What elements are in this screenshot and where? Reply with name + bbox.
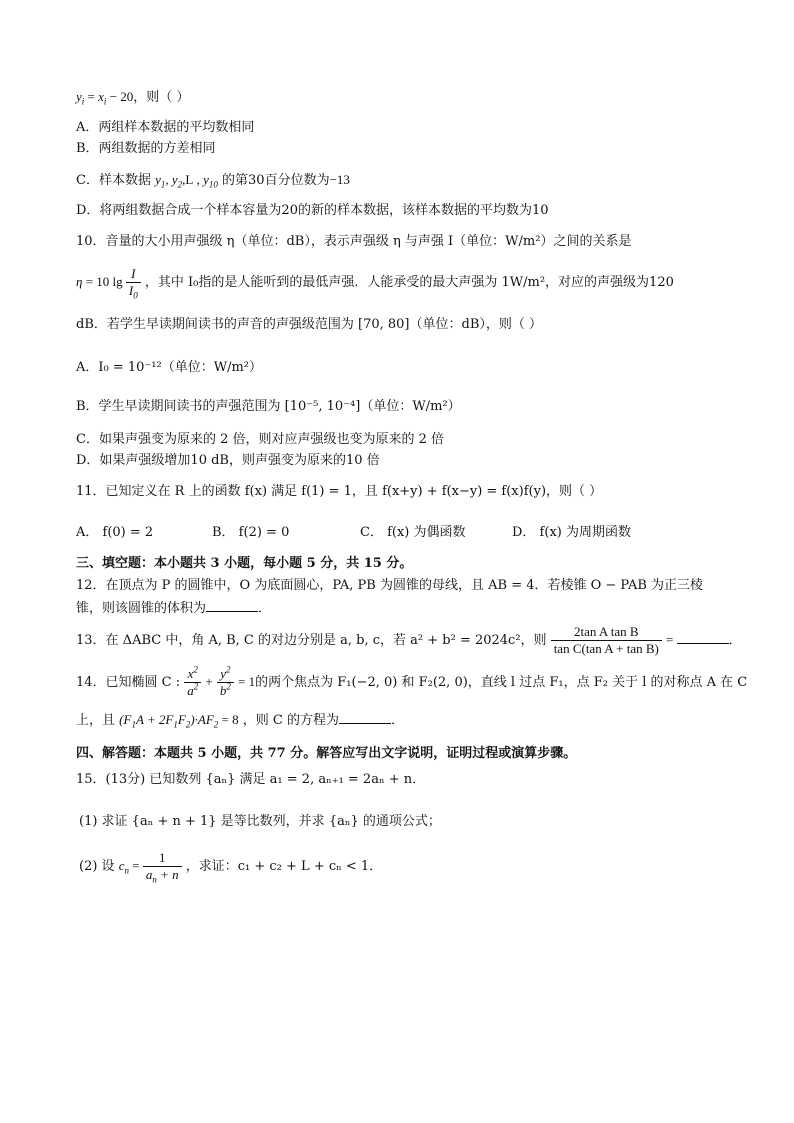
q15-part2: (2) 设 $c_n$ = $\frac{1}{a_n + n}$ ，求证：c₁ + c₂ + L + cₙ < 1． <box>79 850 383 885</box>
q9-stem-line: $y_i = x_i - 20$，则（ ） <box>76 89 190 107</box>
q14-line1: 14．已知椭圆 C : $\frac{x^2}{a^2}$ + $\frac{y^2}{b^2}$ = 1的两个焦点为 F₁(−2, 0) 和 F₂(2, 0)，直线 l 过点 F₁，点 F₂ 关于 l 的对称点 A 在 C <box>76 664 748 698</box>
q11-stem: 11．已知定义在 R 上的函数 f(x) 满足 f(1) = 1，且 f(x+y) + f(x−y) = f(x)f(y)，则（ ） <box>76 484 603 499</box>
q14-fraction-y: $\frac{y^2}{b^2}$ <box>217 666 234 699</box>
q10-formula-line: η = 10 lg $\frac{I}{I_0}$ ，其中 I₀指的是人能听到的最低声强．人能承受的最大声强为 1W/m²，对应的声强级为120 <box>76 266 674 301</box>
q10-option-a: A．I₀ = 10⁻¹²（单位：W/m²） <box>76 360 262 375</box>
q13-answer-blank <box>677 631 729 644</box>
section-3-heading: 三、填空题：本小题共 3 小题，每小题 5 分，共 15 分。 <box>76 556 413 571</box>
q12-line1: 12．在顶点为 P 的圆锥中，O 为底面圆心，PA, PB 为圆锥的母线，且 AB = 4．若棱锥 O − PAB 为正三棱 <box>76 578 704 593</box>
q14-fraction-x: $\frac{x^2}{a^2}$ <box>184 666 201 699</box>
q10-option-b: B．学生早读期间读书的声强范围为 [10⁻⁵, 10⁻⁴]（单位：W/m²） <box>76 399 461 414</box>
q15-fraction: $\frac{1}{a_n + n}$ <box>143 850 182 883</box>
q14-line2: 上，且 $(F_1A + 2F_1F_2)\cdot AF_2 = 8$ ，则 C 的方程为 ． <box>76 712 404 730</box>
q15-part1: (1) 求证 {aₙ + n + 1} 是等比数列，并求 {aₙ} 的通项公式； <box>79 814 441 829</box>
q14-answer-blank <box>339 711 391 724</box>
q10-line3: dB．若学生早读期间读书的声音的声强级范围为 [70, 80]（单位：dB），则（ ） <box>76 317 543 332</box>
q10-option-d: D．如果声强级增加10 dB，则声强变为原来的10 倍 <box>76 453 380 468</box>
q11-option-c: C． f(x) 为偶函数 <box>360 525 466 540</box>
q11-option-d: D． f(x) 为周期函数 <box>512 525 631 540</box>
q9-option-a: A．两组样本数据的平均数相同 <box>76 120 255 135</box>
q12-line2: 锥，则该圆锥的体积为 ． <box>76 601 272 616</box>
q10-line1: 10．音量的大小用声强级 η（单位：dB），表示声强级 η 与声强 I（单位：W/m²）之间的关系是 <box>76 234 632 249</box>
q9-option-d: D．将两组数据合成一个样本容量为20的新的样本数据，该样本数据的平均数为10 <box>76 203 549 218</box>
q15-stem: 15．(13分) 已知数列 {aₙ} 满足 a₁ = 2, aₙ₊₁ = 2aₙ + n． <box>76 772 426 787</box>
q9-option-c: C．样本数据 $y_1$, $y_2,L$ , $y_{10}$ 的第30百分位数为−13 <box>76 172 350 190</box>
q11-option-b: B． f(2) = 0 <box>212 525 290 540</box>
q12-answer-blank <box>206 599 258 612</box>
q13-fraction: $\frac{\text{2tan A tan B}}{\text{tan C(tan A + tan B)}}$ <box>551 624 662 657</box>
q11-option-a: A． f(0) = 2 <box>76 525 154 540</box>
section-4-heading: 四、解答题：本题共 5 小题，共 77 分。解答应写出文字说明，证明过程或演算步骤。 <box>76 746 577 761</box>
q10-option-c: C．如果声强变为原来的 2 倍，则对应声强级也变为原来的 2 倍 <box>76 432 445 447</box>
q10-formula-fraction: $\frac{I}{I_0}$ <box>126 266 141 299</box>
q9-option-b: B．两组数据的方差相同 <box>76 141 216 156</box>
q13-line: 13．在 ΔABC 中，角 A, B, C 的对边分别是 a, b, c，若 a² + b² = 2024c²，则 $\frac{\text{2tan A tan B}}{\text{tan C(tan A + tan B)}}$ = ． <box>76 624 742 656</box>
